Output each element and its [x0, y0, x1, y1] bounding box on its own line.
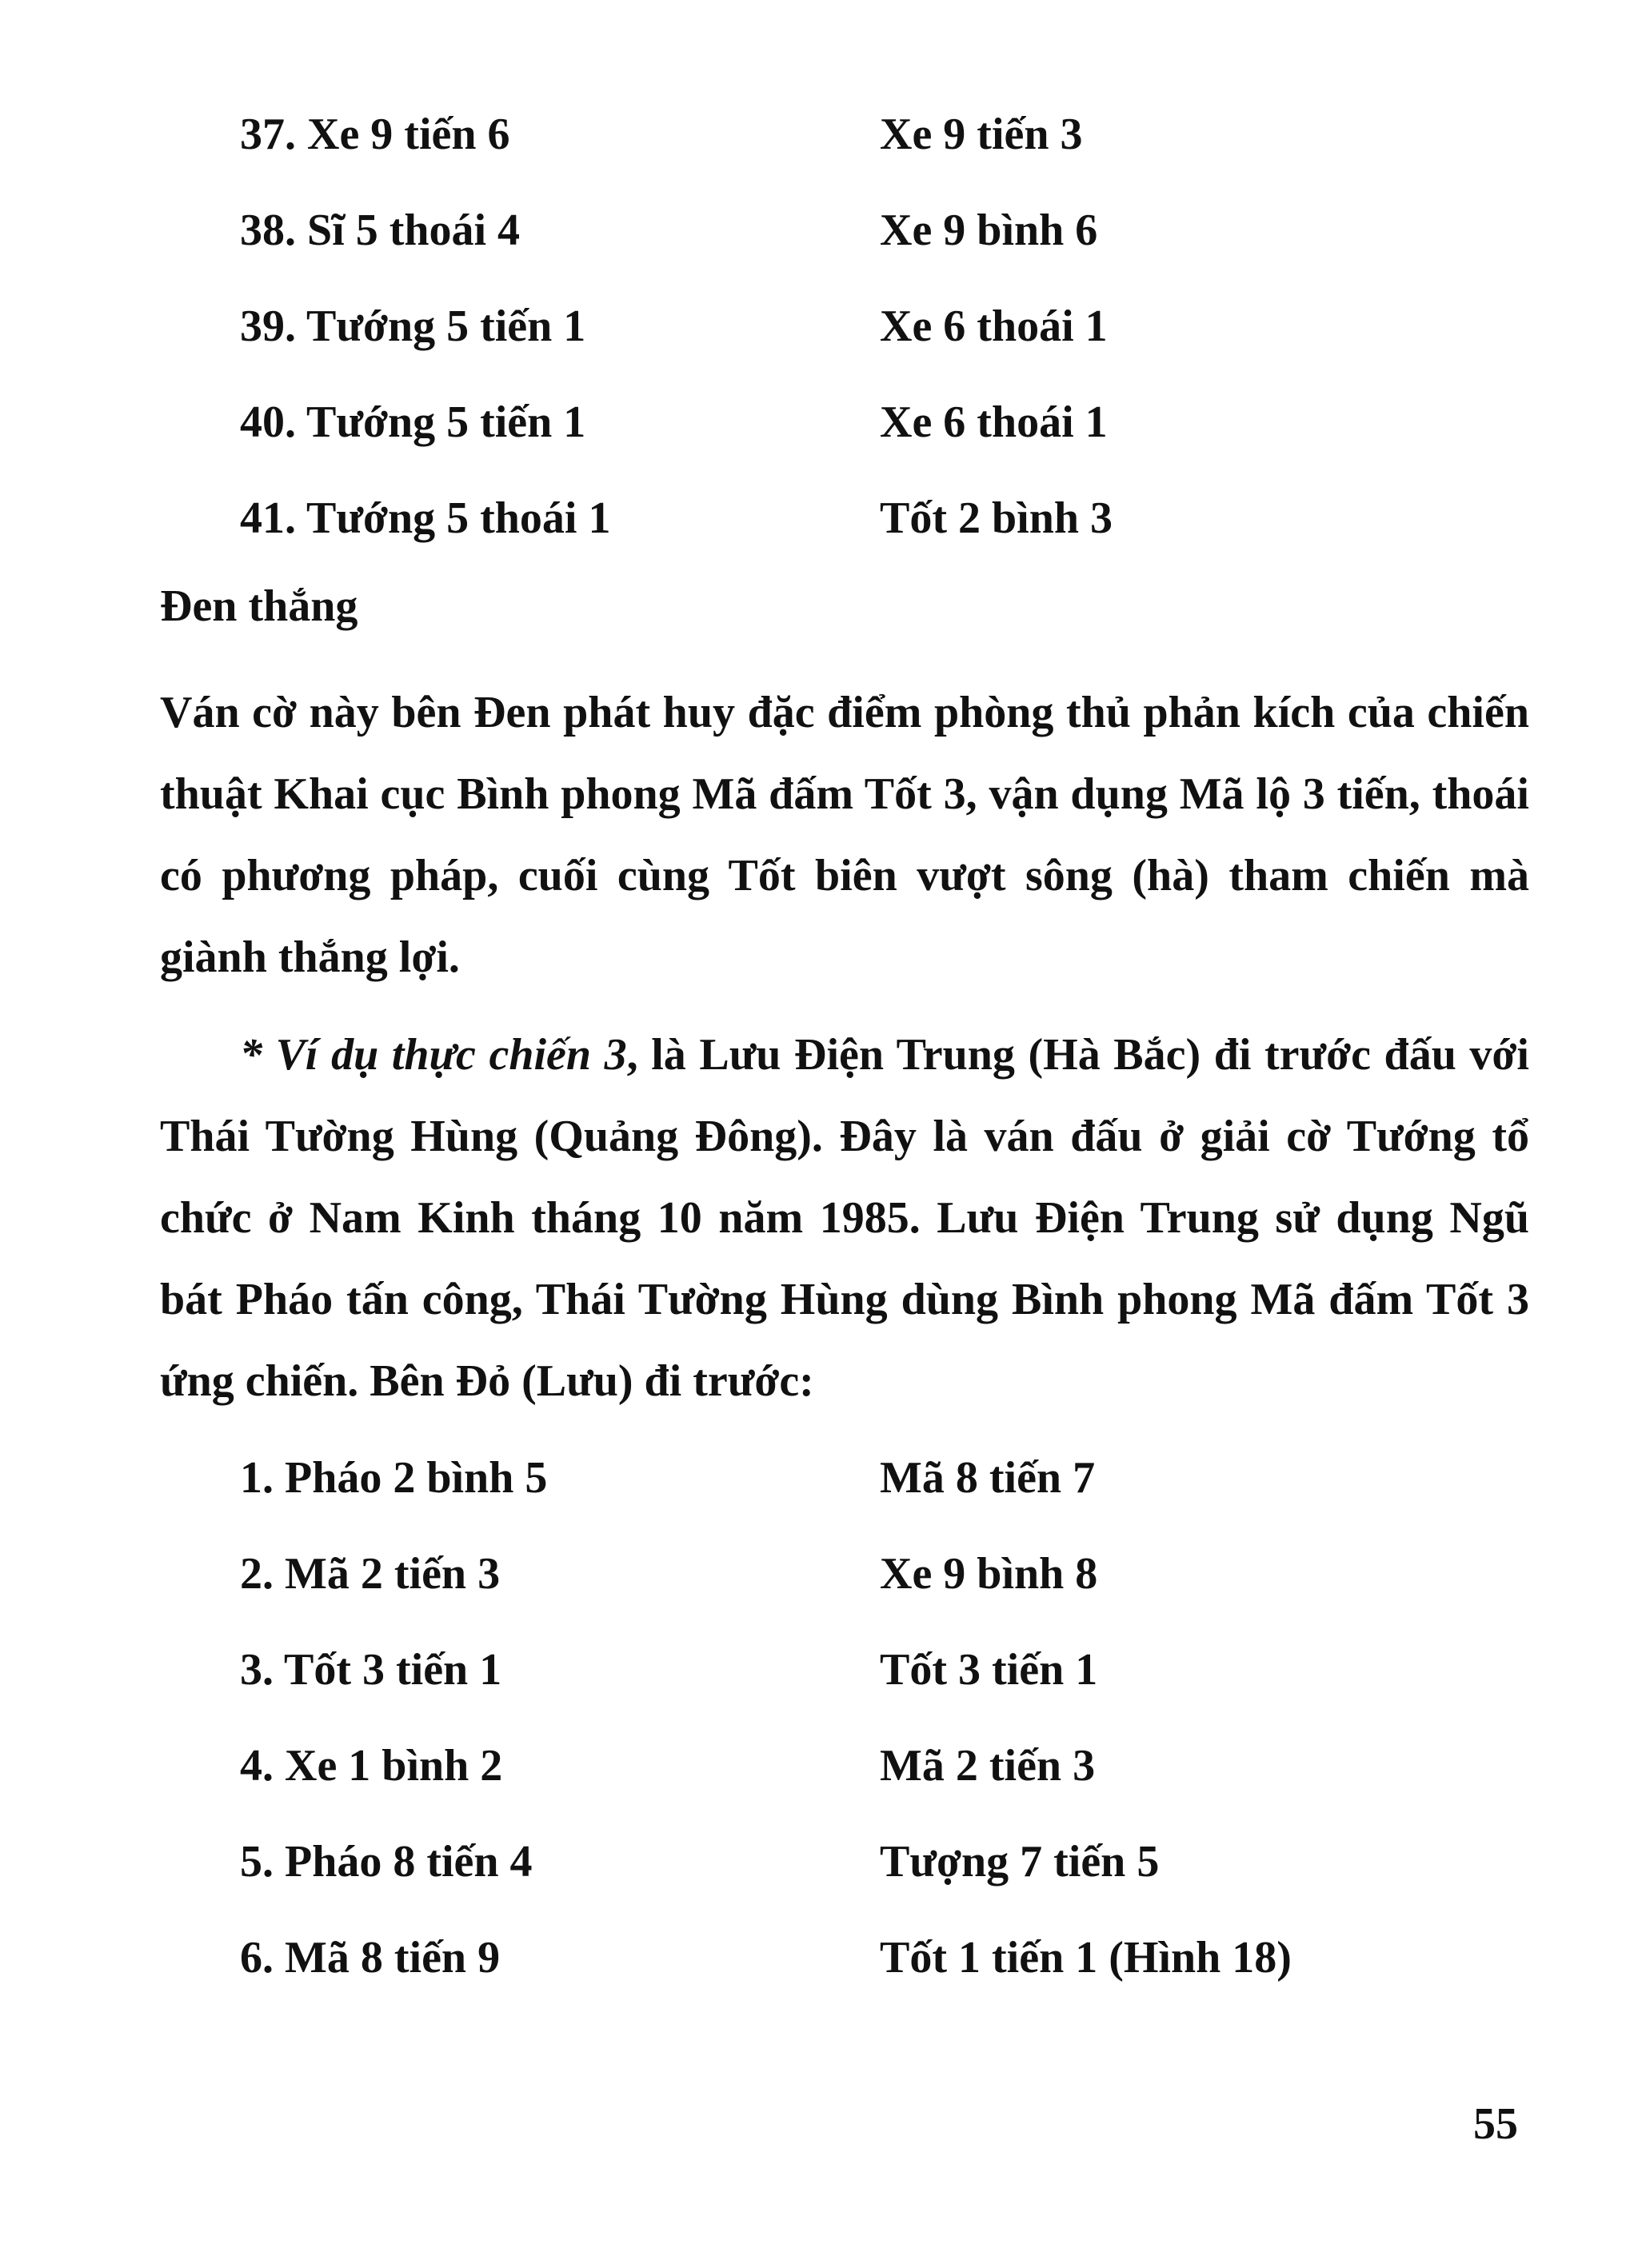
- example-paragraph: [160, 1014, 1529, 1422]
- black-move: Tượng 7 tiến 5: [880, 1837, 1160, 1887]
- red-move: 40. Tướng 5 tiến 1: [240, 397, 586, 447]
- move-row: [240, 374, 1440, 470]
- move-row: [240, 278, 1440, 374]
- red-move: 38. Sĩ 5 thoái 4: [240, 206, 521, 255]
- black-move: Mã 8 tiến 7: [880, 1453, 1096, 1503]
- red-move: 6. Mã 8 tiến 9: [240, 1933, 501, 1983]
- move-row: [240, 1526, 1440, 1622]
- red-move: 3. Tốt 3 tiến 1: [240, 1645, 502, 1695]
- black-move: Tốt 2 bình 3: [880, 493, 1113, 543]
- red-move: 5. Pháo 8 tiến 4: [240, 1837, 533, 1887]
- move-row: [240, 1718, 1440, 1814]
- commentary-paragraph: Ván cờ này bên Đen phát huy đặc điểm phòng thủ phản kích của chiến thuật Khai cục Bình phong Mã đấm Tốt 3, vận dụng Mã lộ 3 tiến, thoái có phương pháp, cuối cùng Tốt biên vượt sông (hà) tham chiến mà giành thắng lợi.: [160, 688, 1529, 982]
- example-text: , là Lưu Điện Trung (Hà Bắc) đi trước đấu với Thái Tường Hùng (Quảng Đông). Đây là ván đấu ở giải cờ Tướng tổ chức ở Nam Kinh tháng 10 năm 1985. Lưu Điện Trung sử dụng Ngũ bát Pháo tấn công, Thái Tường Hùng dùng Bình phong Mã đấm Tốt 3 ứng chiến. Bên Đỏ (Lưu) đi trước:: [160, 1030, 1529, 1406]
- red-move: 1. Pháo 2 bình 5: [240, 1453, 548, 1503]
- black-move: Xe 6 thoái 1: [880, 397, 1108, 447]
- move-row: [240, 1430, 1440, 1526]
- move-row: [240, 1910, 1440, 2006]
- move-row: [240, 182, 1440, 278]
- page-number: 55: [1473, 2099, 1518, 2149]
- move-row: [240, 1814, 1440, 1910]
- black-move: Xe 6 thoái 1: [880, 301, 1108, 351]
- red-move: 2. Mã 2 tiến 3: [240, 1549, 501, 1599]
- red-move: 41. Tướng 5 thoái 1: [240, 493, 611, 543]
- black-move: Xe 9 bình 8: [880, 1549, 1098, 1599]
- black-move: Xe 9 tiến 3: [880, 110, 1083, 159]
- game-result: Đen thắng: [160, 581, 358, 631]
- example-intro: * Ví dụ thực chiến 3: [240, 1030, 627, 1080]
- black-move: Tốt 1 tiến 1 (Hình 18): [880, 1933, 1292, 1983]
- black-move: Tốt 3 tiến 1: [880, 1645, 1098, 1695]
- red-move: 4. Xe 1 bình 2: [240, 1741, 503, 1791]
- move-row: [240, 1622, 1440, 1718]
- black-move: Mã 2 tiến 3: [880, 1741, 1096, 1791]
- move-list-bottom: [240, 1430, 1440, 2006]
- black-move: Xe 9 bình 6: [880, 206, 1098, 255]
- move-row: [240, 470, 1440, 566]
- red-move: 39. Tướng 5 tiến 1: [240, 301, 586, 351]
- red-move: 37. Xe 9 tiến 6: [240, 110, 510, 159]
- move-row: [240, 86, 1440, 182]
- move-list-top: [240, 86, 1440, 566]
